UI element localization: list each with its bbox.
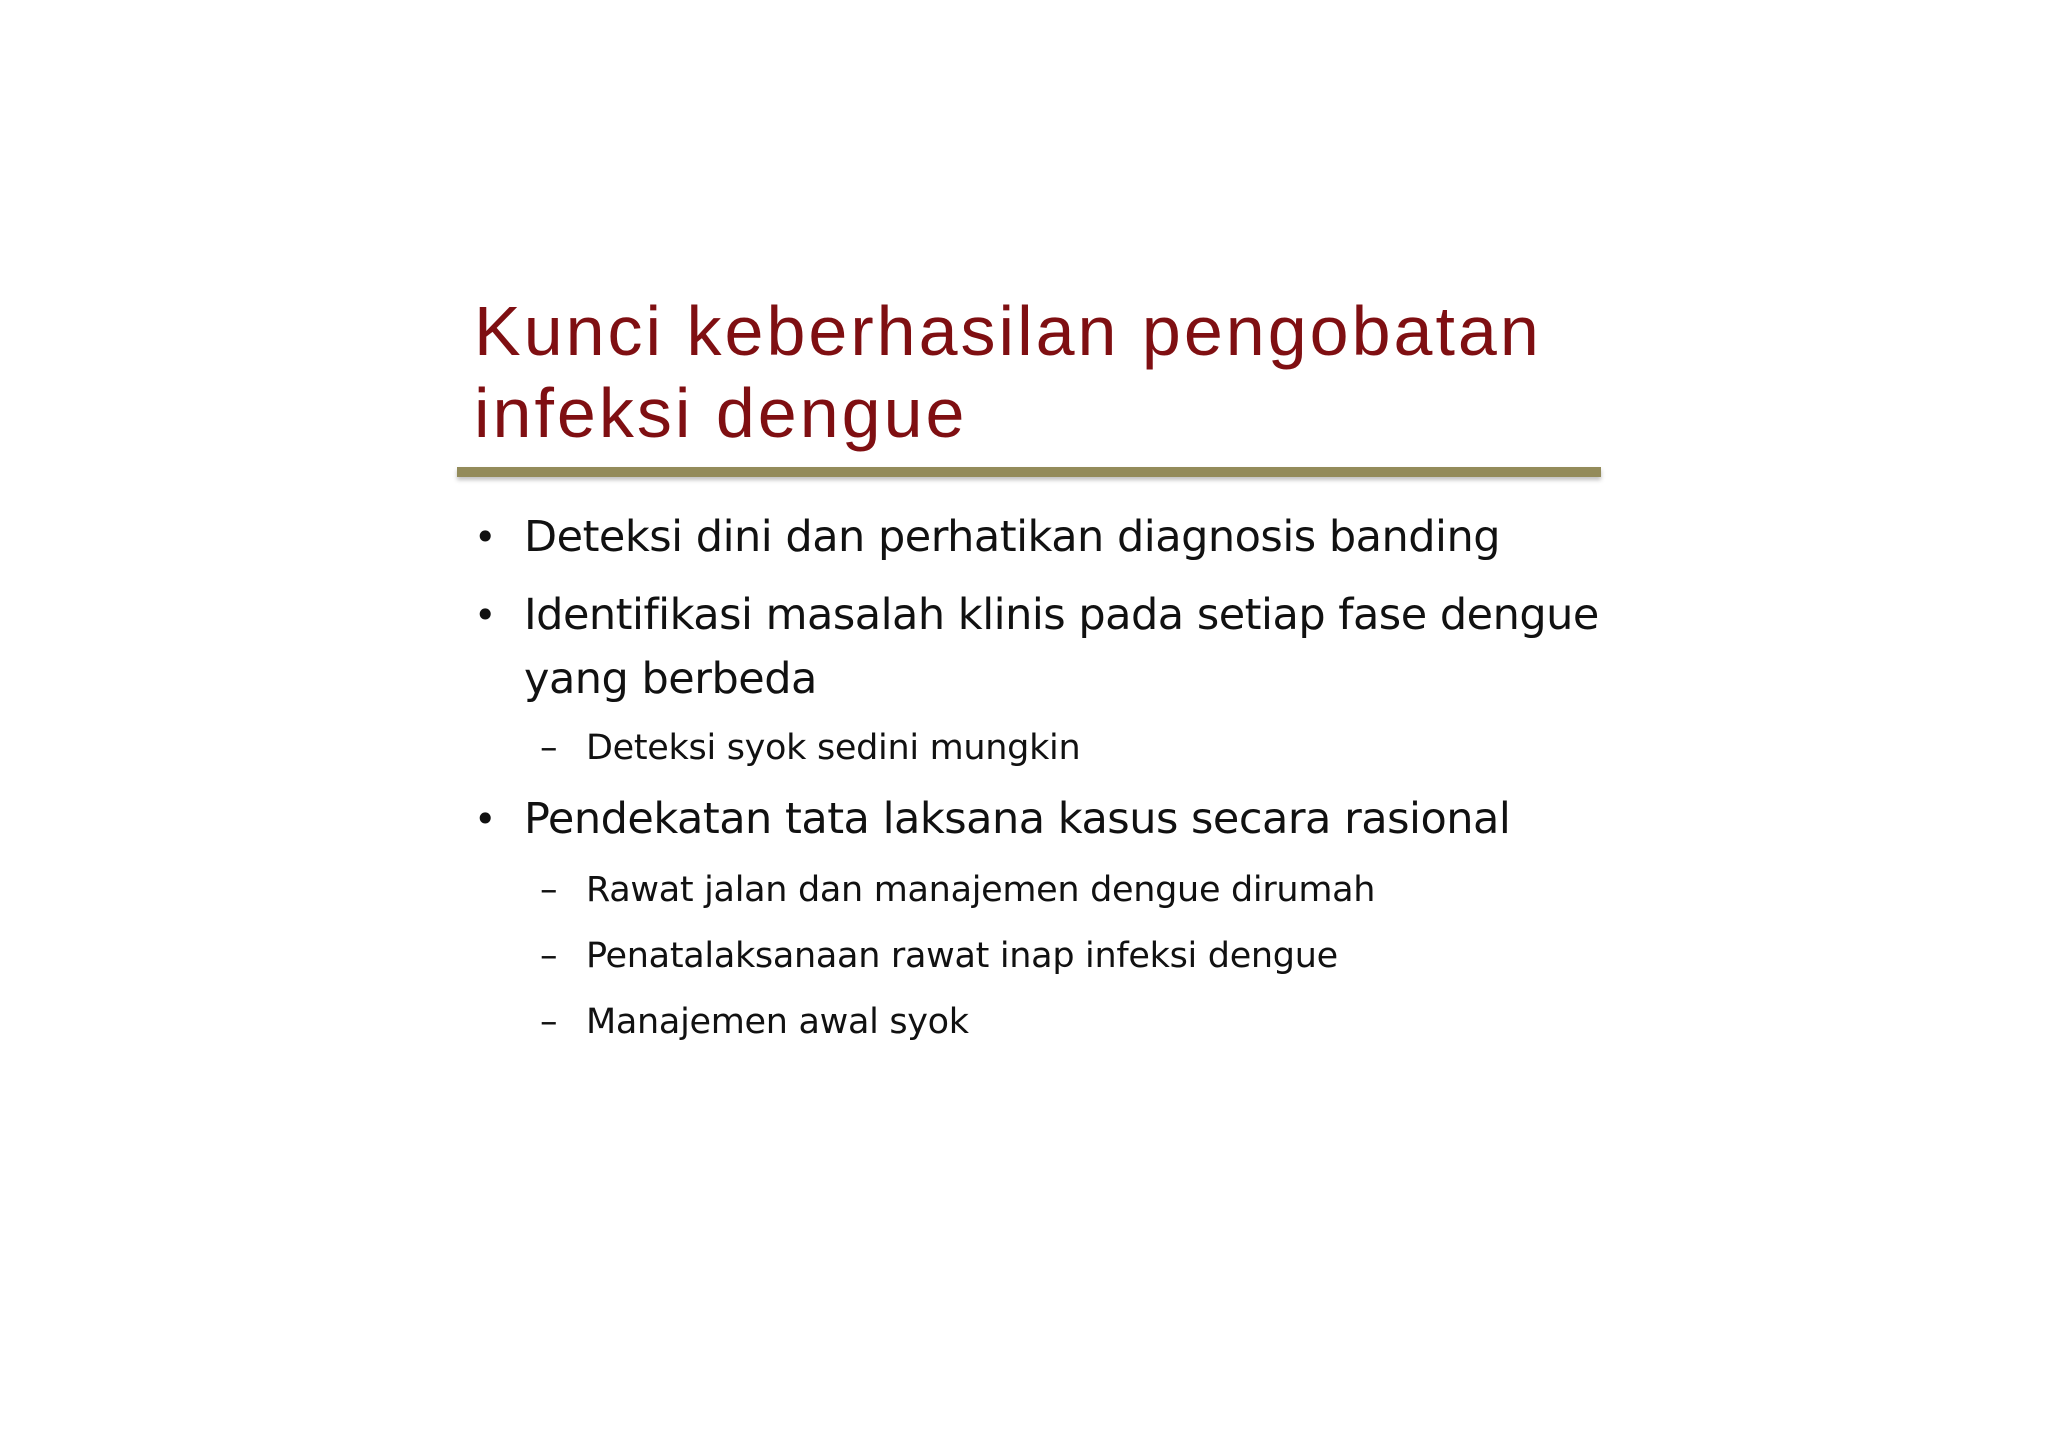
sub-bullet-text: Penatalaksanaan rawat inap infeksi dengue: [586, 936, 1338, 976]
bullet-item-rational-management: [474, 787, 1654, 851]
sub-bullet-item: [474, 863, 1654, 917]
sub-bullet-item: [474, 929, 1654, 983]
bullet-list: [474, 505, 1654, 1049]
bullet-text-line-1: Identifikasi masalah klinis pada setiap fase dengue: [524, 590, 1599, 640]
bullet-icon: •: [474, 515, 496, 559]
bullet-icon: •: [474, 593, 496, 637]
dash-icon: –: [540, 728, 558, 768]
bullet-text: Pendekatan tata laksana kasus secara rasional: [524, 794, 1511, 844]
sub-bullet-item: [474, 721, 1654, 775]
sub-bullet-text: Deteksi syok sedini mungkin: [586, 728, 1081, 768]
slide-title: [474, 290, 1624, 454]
slide-title-line-2: infeksi dengue: [474, 374, 968, 452]
title-divider: [457, 467, 1601, 477]
bullet-text-line-2: yang berbeda: [524, 654, 817, 704]
bullet-text: Deteksi dini dan perhatikan diagnosis banding: [524, 512, 1501, 562]
bullet-item-clinical-problems: [474, 583, 1654, 711]
dash-icon: –: [540, 936, 558, 976]
sub-bullet-text: Rawat jalan dan manajemen dengue dirumah: [586, 870, 1376, 910]
sub-bullet-text: Manajemen awal syok: [586, 1002, 969, 1042]
dash-icon: –: [540, 1002, 558, 1042]
dash-icon: –: [540, 870, 558, 910]
sub-bullet-item: [474, 995, 1654, 1049]
bullet-icon: •: [474, 797, 496, 841]
slide-title-line-1: Kunci keberhasilan pengobatan: [474, 292, 1542, 370]
bullet-item-early-detection: [474, 505, 1654, 569]
